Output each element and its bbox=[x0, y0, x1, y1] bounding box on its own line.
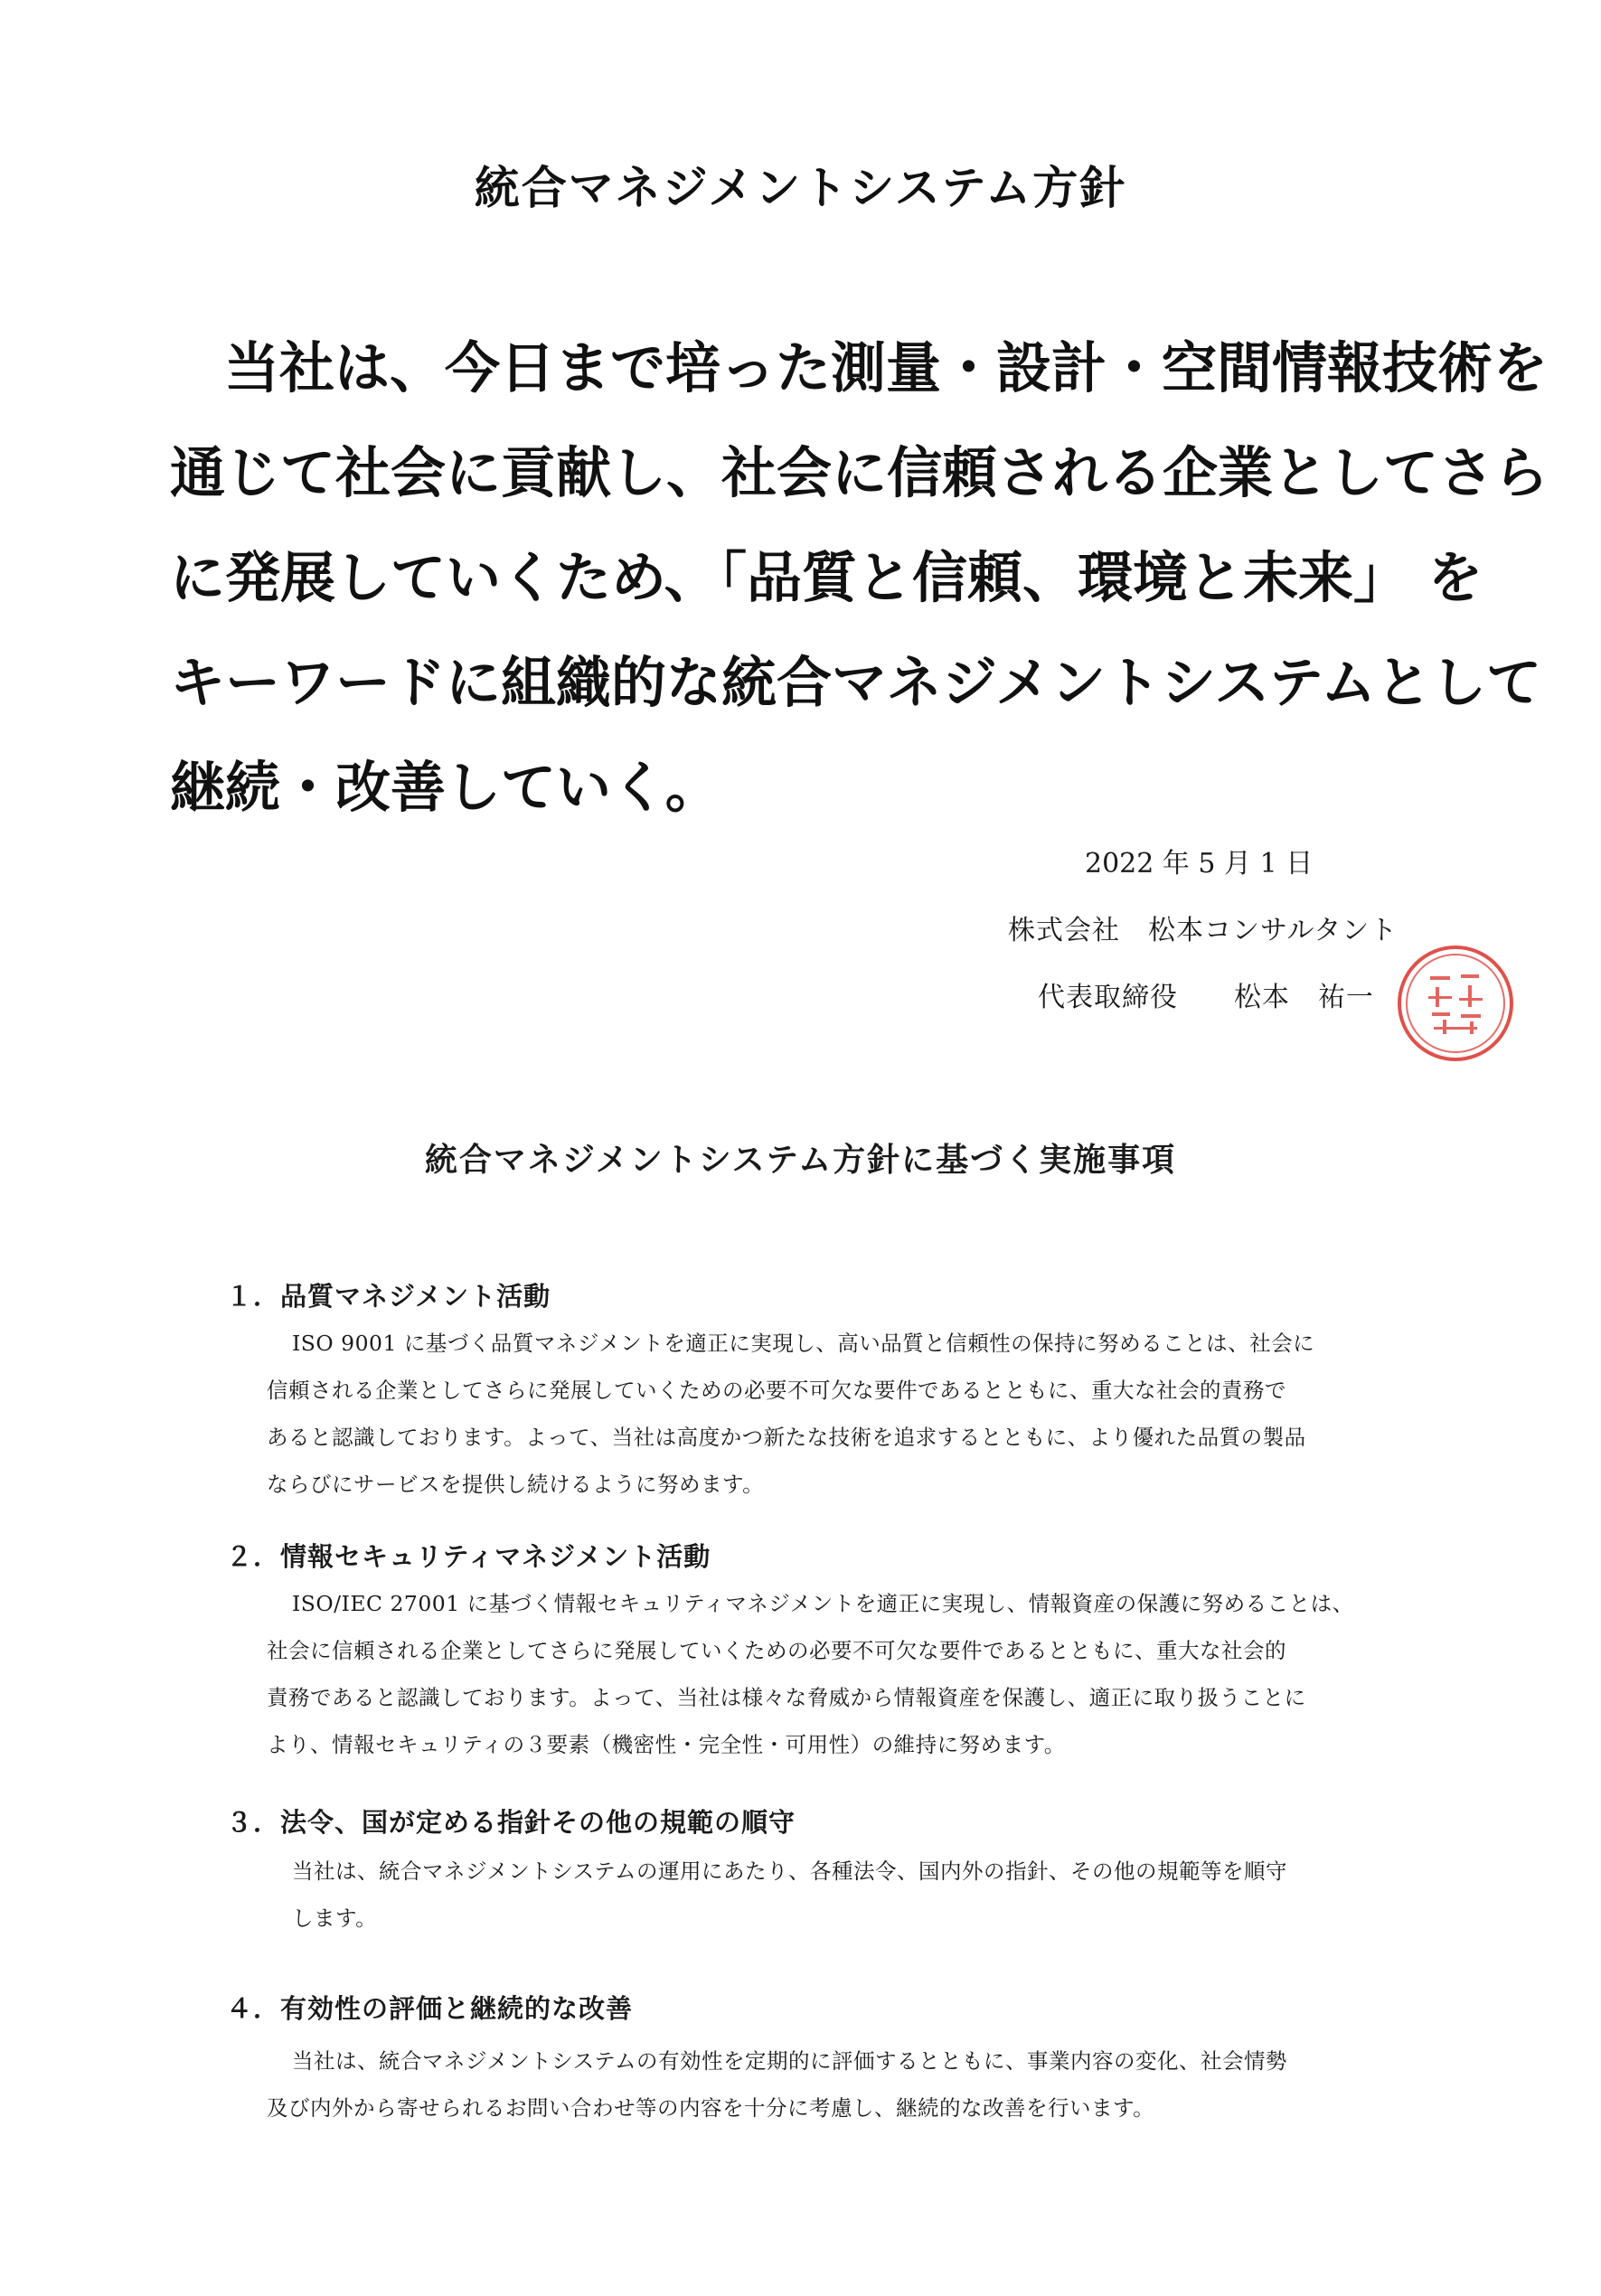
body-line: ISO 9001 に基づく品質マネジメントを適正に実現し、高い品質と信頼性の保持に努めることは、社会に bbox=[292, 1331, 1315, 1356]
body-line: より、情報セキュリティの３要素（機密性・完全性・可用性）の維持に努めます。 bbox=[267, 1732, 1066, 1757]
policy-line: 当社は、今日まで培った測量・設計・空間情報技術を bbox=[224, 336, 1549, 400]
policy-line: キーワードに組織的な統合マネジメントシステムとして bbox=[170, 651, 1542, 715]
company-name: 株式会社 松本コンサルタント bbox=[1008, 915, 1399, 946]
company-seal-stamp bbox=[1392, 940, 1519, 1067]
section-body-infosec bbox=[267, 1580, 1415, 1768]
section-body-quality bbox=[267, 1320, 1415, 1508]
policy-line: 通じて社会に貢献し、社会に信頼される企業としてさら bbox=[170, 441, 1549, 505]
policy-line: 継続・改善していく。 bbox=[170, 756, 720, 820]
section-heading-compliance: ３．法令、国が定める指針その他の規範の順守 bbox=[226, 1807, 796, 1838]
body-line: 及び内外から寄せられるお問い合わせ等の内容を十分に考慮し、継続的な改善を行います。 bbox=[267, 2095, 1155, 2121]
section-heading-quality: １．品質マネジメント活動 bbox=[226, 1281, 551, 1312]
body-line: ISO/IEC 27001 に基づく情報セキュリティマネジメントを適正に実現し、情報資産の保護に努めることは、 bbox=[292, 1591, 1354, 1616]
body-line: 社会に信頼される企業としてさらに発展していくための必要不可欠な要件であるとともに、重大な社会的 bbox=[267, 1638, 1286, 1663]
policy-line: に発展していくため、「品質と信頼、環境と未来」 を bbox=[170, 546, 1483, 610]
body-line: ならびにサービスを提供し続けるように努めます。 bbox=[267, 1472, 765, 1497]
body-line: します。 bbox=[292, 1905, 378, 1931]
body-line: 当社は、統合マネジメントシステムの有効性を定期的に評価するとともに、事業内容の変化、社会情勢 bbox=[292, 2048, 1287, 2074]
issue-date: 2022 年 5 月 1 日 bbox=[1085, 848, 1314, 880]
body-line: 信頼される企業としてさらに発展していくための必要不可欠な要件であるとともに、重大な社会的責務で bbox=[267, 1378, 1286, 1403]
body-line: 当社は、統合マネジメントシステムの運用にあたり、各種法令、国内外の指針、その他の規範等を順守 bbox=[292, 1858, 1287, 1884]
section-body-improvement bbox=[267, 2037, 1415, 2131]
section-body-compliance bbox=[267, 1848, 1415, 1942]
body-line: あると認識しております。よって、当社は高度かつ新たな技術を追求するとともに、より優れた品質の製品 bbox=[267, 1425, 1306, 1450]
body-line: 責務であると認識しております。よって、当社は様々な脅威から情報資産を保護し、適正に取り扱うことに bbox=[267, 1685, 1306, 1710]
section-subtitle: 統合マネジメントシステム方針に基づく実施事項 bbox=[424, 1142, 1177, 1179]
document-title: 統合マネジメントシステム方針 bbox=[474, 162, 1127, 214]
section-heading-improvement: ４．有効性の評価と継続的な改善 bbox=[226, 1993, 634, 2024]
section-heading-infosec: ２．情報セキュリティマネジメント活動 bbox=[226, 1541, 711, 1572]
representative-signature: 代表取締役 松本 祐一 bbox=[1038, 982, 1374, 1013]
policy-statement bbox=[170, 316, 1549, 841]
